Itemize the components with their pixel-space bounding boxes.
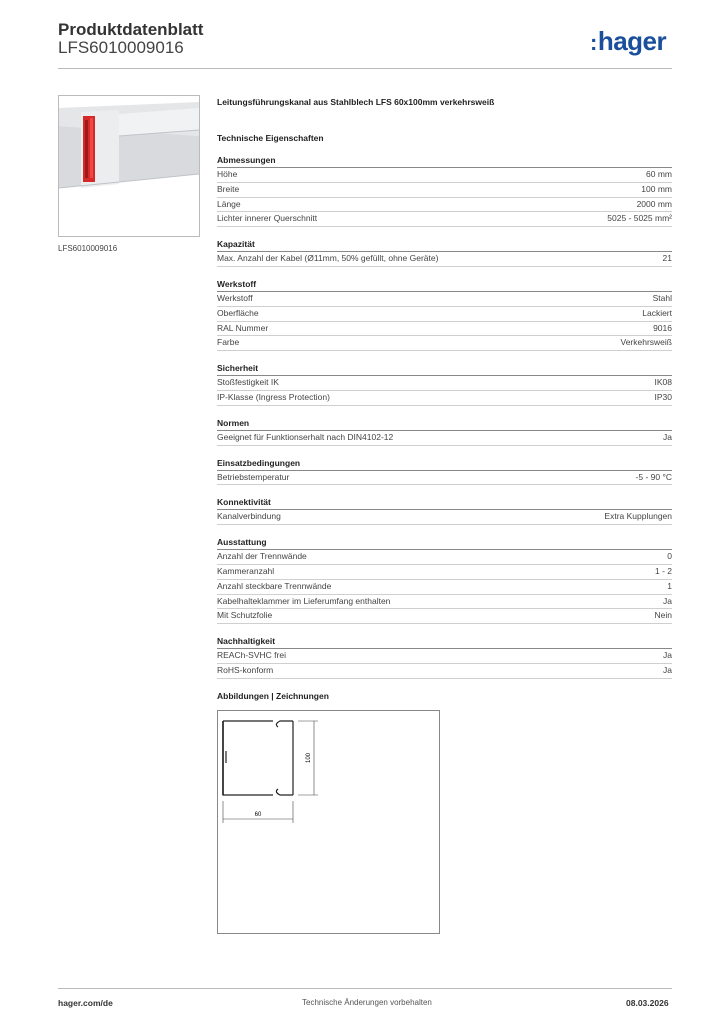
spec-label: Anzahl steckbare Trennwände: [217, 580, 332, 591]
spec-value: Ja: [663, 650, 672, 661]
spec-value: 100 mm: [641, 183, 672, 194]
spec-value: 1 - 2: [654, 565, 672, 576]
technical-properties-title: Technische Eigenschaften: [217, 133, 324, 143]
spec-label: Max. Anzahl der Kabel (Ø11mm, 50% gefüllt, ohne Geräte): [217, 253, 439, 264]
spec-value: 9016: [653, 322, 672, 333]
spec-value: 0: [667, 551, 672, 562]
spec-label: Kabelhalteklammer im Lieferumfang enthalten: [217, 595, 391, 606]
spec-row: [217, 609, 672, 624]
section-title: Kapazität: [217, 239, 672, 252]
spec-row: [217, 550, 672, 565]
footer-website-link[interactable]: hager.com/de: [58, 998, 113, 1008]
spec-content: [217, 97, 672, 691]
spec-value: Ja: [663, 431, 672, 442]
article-number: LFS6010009016: [58, 38, 184, 57]
page-title: Produktdatenblatt: [58, 20, 204, 39]
spec-label: Oberfläche: [217, 307, 259, 318]
spec-value: Verkehrsweiß: [620, 337, 672, 348]
section-title: Konnektivität: [217, 497, 672, 510]
spec-row: [217, 580, 672, 595]
spec-label: Länge: [217, 198, 241, 209]
product-image: [58, 95, 200, 237]
spec-value: 1: [667, 580, 672, 591]
spec-section: [217, 239, 672, 267]
logo-text: hager: [597, 26, 667, 56]
spec-label: Anzahl der Trennwände: [217, 551, 307, 562]
image-caption: LFS6010009016: [58, 244, 118, 253]
spec-row: [217, 322, 672, 337]
section-title: Nachhaltigkeit: [217, 636, 672, 649]
spec-section: [217, 497, 672, 525]
spec-row: [217, 664, 672, 679]
section-title: Werkstoff: [217, 279, 672, 292]
spec-row: [217, 376, 672, 391]
spec-label: REACh-SVHC frei: [217, 650, 286, 661]
spec-row: [217, 252, 672, 267]
spec-label: Breite: [217, 183, 240, 194]
spec-row: [217, 336, 672, 351]
spec-row: [217, 391, 672, 406]
spec-row: [217, 168, 672, 183]
spec-row: [217, 307, 672, 322]
header-divider: [58, 68, 672, 69]
spec-value: IK08: [654, 377, 672, 388]
spec-sections: [217, 155, 672, 679]
spec-value: 21: [662, 253, 672, 264]
footer-date: 08.03.2026: [626, 998, 669, 1008]
spec-label: Kanalverbindung: [217, 511, 281, 522]
spec-row: [217, 431, 672, 446]
dimension-height-label: 100: [306, 752, 312, 764]
spec-value: 2000 mm: [636, 198, 672, 209]
spec-value: 5025 - 5025 mm²: [607, 213, 672, 224]
spec-label: Stoßfestigkeit IK: [217, 377, 279, 388]
product-description: Leitungsführungskanal aus Stahlblech LFS 60x100mm verkehrsweiß: [217, 97, 495, 107]
spec-label: Geeignet für Funktionserhalt nach DIN4102-12: [217, 431, 394, 442]
spec-label: Kammeranzahl: [217, 565, 275, 576]
section-title: Abmessungen: [217, 155, 672, 168]
technical-drawing: [217, 710, 440, 934]
spec-section: [217, 636, 672, 679]
section-title: Einsatzbedingungen: [217, 458, 672, 471]
spec-value: Ja: [663, 595, 672, 606]
spec-value: IP30: [654, 391, 672, 402]
footer-notice: Technische Änderungen vorbehalten: [302, 998, 432, 1007]
section-title: Normen: [217, 418, 672, 431]
spec-value: Lackiert: [642, 307, 672, 318]
footer-divider: [58, 988, 672, 989]
section-title: Sicherheit: [217, 363, 672, 376]
hager-logo: [590, 26, 666, 57]
spec-value: -5 - 90 °C: [635, 471, 672, 482]
spec-row: [217, 471, 672, 486]
spec-row: [217, 292, 672, 307]
spec-value: 60 mm: [646, 169, 672, 179]
spec-row: [217, 212, 672, 227]
spec-row: [217, 183, 672, 198]
spec-label: Werkstoff: [217, 292, 253, 303]
section-title: Ausstattung: [217, 537, 672, 550]
spec-label: Mit Schutzfolie: [217, 610, 273, 621]
spec-section: [217, 363, 672, 406]
spec-value: Stahl: [652, 292, 672, 303]
spec-row: [217, 595, 672, 610]
spec-value: Ja: [663, 664, 672, 675]
spec-label: Farbe: [217, 337, 240, 348]
spec-label: Höhe: [217, 169, 238, 179]
spec-label: RoHS-konform: [217, 664, 274, 675]
spec-row: [217, 198, 672, 213]
spec-section: [217, 155, 672, 227]
spec-label: Betriebstemperatur: [217, 471, 290, 482]
spec-value: Extra Kupplungen: [604, 511, 672, 522]
spec-section: [217, 418, 672, 446]
logo-dots: :: [590, 30, 597, 55]
spec-label: RAL Nummer: [217, 322, 269, 333]
spec-label: Lichter innerer Querschnitt: [217, 213, 318, 224]
spec-label: IP-Klasse (Ingress Protection): [217, 391, 330, 402]
spec-section: [217, 458, 672, 486]
spec-value: Nein: [654, 610, 672, 621]
dimension-width-label: 60: [254, 812, 262, 818]
spec-row: [217, 510, 672, 525]
spec-section: [217, 279, 672, 351]
spec-row: [217, 649, 672, 664]
spec-section: [217, 537, 672, 624]
spec-row: [217, 565, 672, 580]
drawings-title: Abbildungen | Zeichnungen: [217, 691, 329, 701]
